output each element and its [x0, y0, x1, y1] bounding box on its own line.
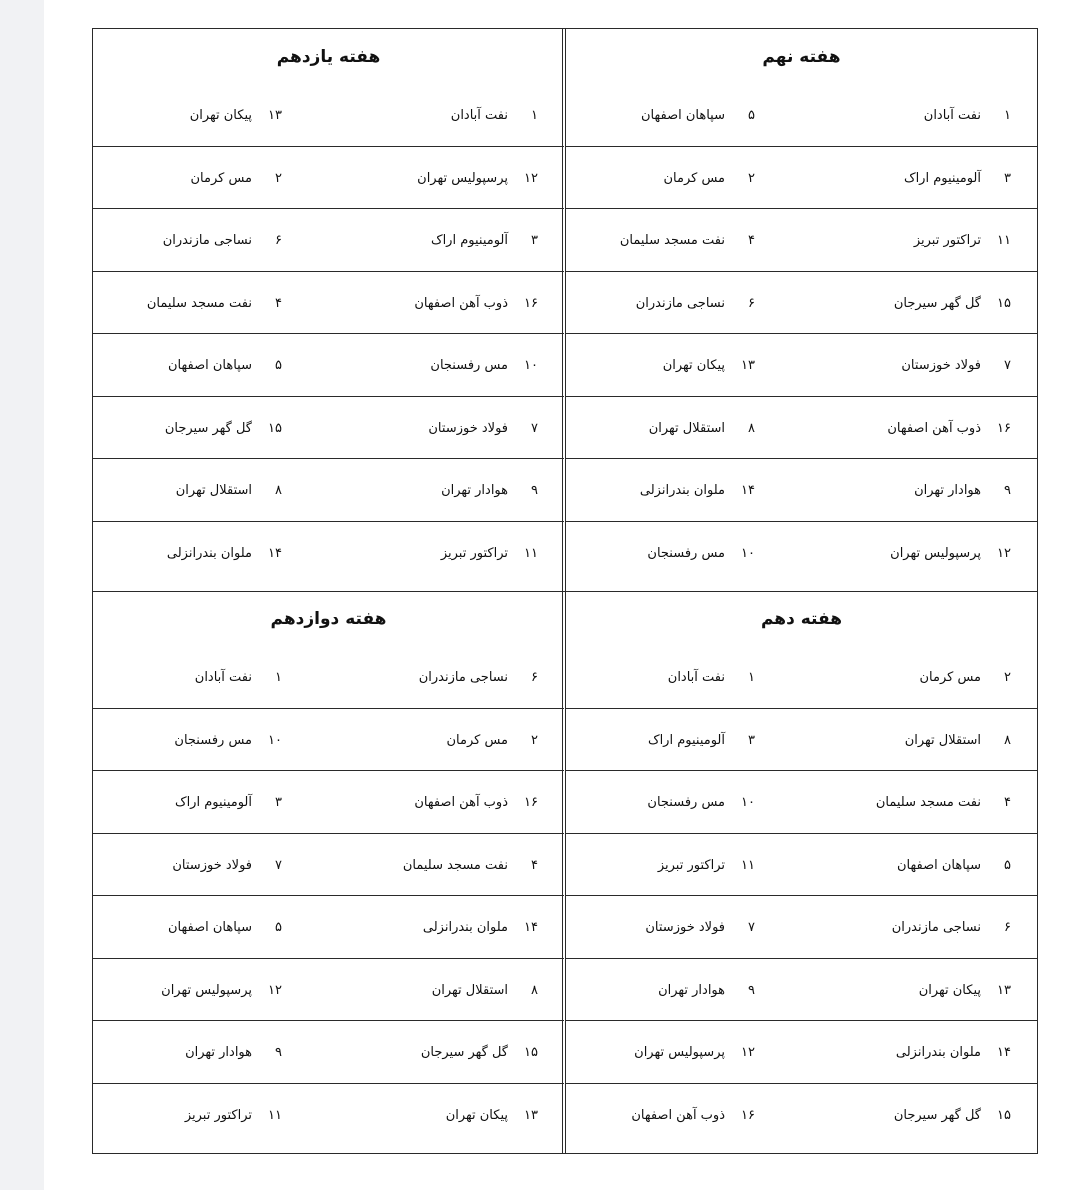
- team-name: گل گهر سیرجان: [164, 420, 252, 436]
- team-name: فولاد خوزستان: [428, 420, 508, 436]
- home-team: [403, 858, 538, 873]
- match-row: [93, 84, 564, 147]
- team-name: فولاد خوزستان: [901, 358, 981, 373]
- team-number: ۱۱: [997, 233, 1011, 248]
- team-name: مس کرمان: [190, 170, 252, 186]
- team-number: ۸: [748, 420, 755, 436]
- home-team: [904, 171, 1011, 186]
- match-list: [566, 84, 1037, 584]
- team-name: سپاهان اصفهان: [641, 108, 725, 123]
- team-name: گل گهر سیرجان: [893, 1107, 981, 1123]
- team-number: ۵: [748, 108, 755, 123]
- match-list: [566, 646, 1037, 1146]
- team-name: نفت مسجد سلیمان: [619, 233, 725, 248]
- match-row: [93, 896, 564, 959]
- team-name: سپاهان اصفهان: [168, 358, 252, 373]
- match-row: [93, 334, 564, 397]
- team-name: نساجی مازندران: [162, 233, 252, 248]
- match-row: [566, 709, 1037, 772]
- week-title: هفته دهم: [760, 609, 843, 629]
- away-team: [163, 233, 282, 248]
- home-team: [887, 421, 1011, 436]
- team-number: ۴: [531, 857, 538, 873]
- team-number: ۱۰: [741, 795, 755, 810]
- match-row: [566, 397, 1037, 460]
- away-team: [658, 858, 755, 873]
- team-number: ۷: [531, 420, 538, 436]
- team-name: تراکتور تبریز: [913, 233, 981, 248]
- team-name: آلومینیوم اراک: [430, 233, 508, 248]
- home-team: [894, 1108, 1011, 1123]
- team-name: نساجی مازندران: [635, 295, 725, 311]
- match-row: [93, 147, 564, 210]
- team-name: پیکان تهران: [445, 1107, 508, 1123]
- team-name: فولاد خوزستان: [172, 857, 252, 873]
- team-number: ۱۰: [741, 545, 755, 561]
- schedule-table: [92, 28, 1038, 1154]
- team-name: پیکان تهران: [918, 982, 981, 998]
- home-team: [897, 858, 1011, 873]
- team-name: آلومینیوم اراک: [647, 732, 725, 748]
- away-team: [668, 670, 755, 685]
- away-team: [190, 171, 282, 186]
- match-row: [566, 896, 1037, 959]
- team-name: استقلال تهران: [431, 982, 508, 998]
- team-number: ۱۵: [997, 295, 1011, 311]
- team-name: هوادار تهران: [914, 483, 981, 498]
- home-team: [901, 358, 1011, 373]
- team-name: پرسپولیس تهران: [890, 545, 981, 561]
- week-title: هفته یازدهم: [276, 47, 381, 67]
- team-name: تراکتور تبریز: [657, 857, 725, 873]
- match-row: [566, 1084, 1037, 1147]
- home-team: [446, 1108, 538, 1123]
- team-number: ۴: [275, 295, 282, 311]
- team-number: ۳: [275, 795, 282, 810]
- home-team: [892, 920, 1011, 935]
- away-team: [190, 108, 282, 123]
- team-number: ۳: [748, 732, 755, 748]
- home-team: [414, 296, 538, 311]
- team-name: پرسپولیس تهران: [161, 982, 252, 998]
- team-name: مس کرمان: [446, 732, 508, 748]
- team-number: ۶: [275, 233, 282, 248]
- team-name: ذوب آهن اصفهان: [414, 295, 508, 311]
- team-number: ۹: [275, 1045, 282, 1060]
- match-row: [93, 459, 564, 522]
- week-block: [566, 591, 1037, 1153]
- home-team: [417, 171, 538, 186]
- team-name: ملوان بندرانزلی: [422, 920, 508, 935]
- away-team: [663, 171, 755, 186]
- team-number: ۷: [748, 920, 755, 935]
- team-name: نفت آبادان: [450, 108, 508, 123]
- team-number: ۱۴: [997, 1045, 1011, 1060]
- team-name: مس رفسنجان: [430, 358, 508, 373]
- away-team: [165, 421, 282, 436]
- team-number: ۴: [748, 233, 755, 248]
- match-row: [93, 1021, 564, 1084]
- away-team: [147, 296, 282, 311]
- week-block: [93, 591, 564, 1153]
- team-name: هوادار تهران: [658, 982, 725, 998]
- team-number: ۸: [1004, 732, 1011, 748]
- match-row: [93, 209, 564, 272]
- team-number: ۱۶: [997, 420, 1011, 436]
- team-name: نفت مسجد سلیمان: [875, 795, 981, 810]
- team-number: ۱۰: [524, 358, 538, 373]
- team-name: ذوب آهن اصفهان: [414, 795, 508, 810]
- team-name: ملوان بندرانزلی: [166, 545, 252, 561]
- team-number: ۴: [1004, 795, 1011, 810]
- team-number: ۱۶: [741, 1107, 755, 1123]
- left-gutter: [0, 0, 44, 1190]
- away-team: [167, 546, 282, 561]
- match-row: [566, 522, 1037, 585]
- team-name: نساجی مازندران: [891, 920, 981, 935]
- home-team: [890, 546, 1011, 561]
- team-name: استقلال تهران: [648, 420, 725, 436]
- team-name: هوادار تهران: [441, 483, 508, 498]
- team-name: مس کرمان: [919, 670, 981, 685]
- team-name: پرسپولیس تهران: [634, 1045, 725, 1060]
- away-team: [647, 795, 755, 810]
- team-name: مس رفسنجان: [647, 545, 725, 561]
- team-number: ۱۱: [268, 1107, 282, 1123]
- away-team: [663, 358, 755, 373]
- team-number: ۱: [531, 108, 538, 123]
- away-team: [636, 296, 755, 311]
- team-name: گل گهر سیرجان: [893, 295, 981, 311]
- match-row: [566, 1021, 1037, 1084]
- away-team: [172, 858, 282, 873]
- match-row: [566, 334, 1037, 397]
- team-number: ۲: [531, 732, 538, 748]
- team-name: ملوان بندرانزلی: [895, 1045, 981, 1060]
- team-number: ۱۰: [268, 732, 282, 748]
- team-number: ۳: [531, 233, 538, 248]
- team-name: نفت آبادان: [194, 670, 252, 685]
- away-team: [161, 983, 282, 998]
- match-row: [93, 397, 564, 460]
- away-team: [175, 795, 282, 810]
- team-number: ۹: [1004, 483, 1011, 498]
- team-number: ۱۲: [997, 545, 1011, 561]
- team-number: ۹: [531, 483, 538, 498]
- away-team: [195, 670, 282, 685]
- away-team: [620, 233, 755, 248]
- team-name: پیکان تهران: [189, 108, 252, 123]
- match-row: [93, 646, 564, 709]
- away-team: [634, 1045, 755, 1060]
- team-number: ۷: [275, 857, 282, 873]
- team-number: ۱۲: [268, 982, 282, 998]
- team-name: تراکتور تبریز: [440, 545, 508, 561]
- team-number: ۸: [275, 483, 282, 498]
- team-name: تراکتور تبریز: [184, 1107, 252, 1123]
- match-row: [566, 646, 1037, 709]
- team-number: ۱۳: [997, 982, 1011, 998]
- team-number: ۱: [748, 670, 755, 685]
- team-name: مس رفسنجان: [174, 732, 252, 748]
- home-team: [446, 733, 538, 748]
- team-name: پیکان تهران: [662, 358, 725, 373]
- match-row: [566, 959, 1037, 1022]
- away-team: [641, 108, 755, 123]
- away-team: [168, 920, 282, 935]
- team-number: ۲: [748, 170, 755, 186]
- team-number: ۱۳: [524, 1107, 538, 1123]
- week-block: [93, 29, 564, 591]
- away-team: [174, 733, 282, 748]
- team-number: ۱۴: [268, 545, 282, 561]
- match-row: [566, 771, 1037, 834]
- home-team: [430, 358, 538, 373]
- home-team: [894, 296, 1011, 311]
- match-row: [93, 959, 564, 1022]
- team-number: ۱۲: [741, 1045, 755, 1060]
- home-team: [914, 233, 1011, 248]
- team-number: ۵: [275, 358, 282, 373]
- home-team: [414, 795, 538, 810]
- team-number: ۱: [275, 670, 282, 685]
- match-row: [566, 459, 1037, 522]
- team-number: ۲: [1004, 670, 1011, 685]
- home-team: [441, 546, 538, 561]
- home-team: [419, 670, 538, 685]
- team-number: ۶: [748, 295, 755, 311]
- team-number: ۱۶: [524, 295, 538, 311]
- match-row: [566, 84, 1037, 147]
- team-number: ۱۱: [741, 857, 755, 873]
- home-team: [919, 983, 1011, 998]
- team-number: ۱۴: [741, 483, 755, 498]
- home-team: [905, 733, 1011, 748]
- team-number: ۹: [748, 982, 755, 998]
- team-number: ۱۲: [524, 170, 538, 186]
- match-row: [93, 522, 564, 585]
- home-team: [431, 233, 538, 248]
- team-name: نساجی مازندران: [418, 670, 508, 685]
- home-team: [421, 1045, 538, 1060]
- team-name: مس کرمان: [663, 170, 725, 186]
- home-team: [432, 983, 538, 998]
- team-name: آلومینیوم اراک: [174, 795, 252, 810]
- match-list: [93, 84, 564, 584]
- team-number: ۱۶: [524, 795, 538, 810]
- team-name: ذوب آهن اصفهان: [631, 1107, 725, 1123]
- team-name: هوادار تهران: [185, 1045, 252, 1060]
- team-number: ۶: [1004, 920, 1011, 935]
- match-row: [566, 834, 1037, 897]
- team-number: ۱۵: [997, 1107, 1011, 1123]
- team-number: ۱۵: [524, 1045, 538, 1060]
- team-name: آلومینیوم اراک: [903, 170, 981, 186]
- away-team: [168, 358, 282, 373]
- team-name: مس رفسنجان: [647, 795, 725, 810]
- match-row: [93, 834, 564, 897]
- home-team: [924, 108, 1011, 123]
- team-number: ۷: [1004, 358, 1011, 373]
- team-name: نفت آبادان: [923, 108, 981, 123]
- team-number: ۱۱: [524, 545, 538, 561]
- week-title: هفته نهم: [762, 47, 841, 67]
- team-number: ۸: [531, 982, 538, 998]
- home-team: [914, 483, 1011, 498]
- team-number: ۱۴: [524, 920, 538, 935]
- team-number: ۱۳: [741, 358, 755, 373]
- away-team: [648, 733, 755, 748]
- team-number: ۵: [275, 920, 282, 935]
- team-number: ۲: [275, 170, 282, 186]
- away-team: [649, 421, 755, 436]
- away-team: [185, 1108, 282, 1123]
- match-row: [93, 272, 564, 335]
- away-team: [631, 1108, 755, 1123]
- team-name: استقلال تهران: [175, 483, 252, 498]
- team-name: سپاهان اصفهان: [168, 920, 252, 935]
- team-name: پرسپولیس تهران: [417, 170, 508, 186]
- home-team: [423, 920, 538, 935]
- match-row: [566, 147, 1037, 210]
- match-row: [566, 272, 1037, 335]
- away-team: [645, 920, 755, 935]
- away-team: [640, 483, 755, 498]
- team-name: استقلال تهران: [904, 732, 981, 748]
- team-name: ذوب آهن اصفهان: [887, 420, 981, 436]
- team-name: نفت مسجد سلیمان: [402, 857, 508, 873]
- match-row: [93, 709, 564, 772]
- home-team: [451, 108, 538, 123]
- team-name: فولاد خوزستان: [645, 920, 725, 935]
- team-number: ۳: [1004, 170, 1011, 186]
- match-row: [566, 209, 1037, 272]
- home-team: [441, 483, 538, 498]
- home-team: [896, 1045, 1011, 1060]
- match-row: [93, 771, 564, 834]
- home-team: [428, 421, 538, 436]
- team-name: نفت مسجد سلیمان: [146, 295, 252, 311]
- team-name: سپاهان اصفهان: [897, 857, 981, 873]
- home-team: [876, 795, 1011, 810]
- team-number: ۱: [1004, 108, 1011, 123]
- away-team: [185, 1045, 282, 1060]
- team-number: ۵: [1004, 857, 1011, 873]
- team-number: ۱۵: [268, 420, 282, 436]
- team-name: گل گهر سیرجان: [420, 1045, 508, 1060]
- team-name: نفت آبادان: [667, 670, 725, 685]
- week-block: [566, 29, 1037, 591]
- team-name: ملوان بندرانزلی: [639, 483, 725, 498]
- away-team: [658, 983, 755, 998]
- match-row: [93, 1084, 564, 1147]
- week-title: هفته دوازدهم: [270, 609, 387, 629]
- team-number: ۱۳: [268, 108, 282, 123]
- away-team: [647, 546, 755, 561]
- match-list: [93, 646, 564, 1146]
- team-number: ۶: [531, 670, 538, 685]
- away-team: [176, 483, 282, 498]
- home-team: [919, 670, 1011, 685]
